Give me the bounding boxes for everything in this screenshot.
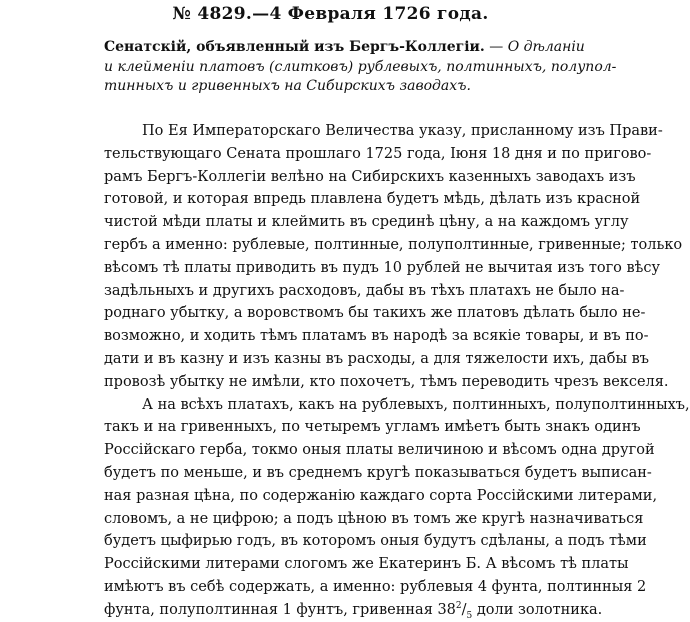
body-line: По Ея Императорскаго Величества указу, присланному изъ Прави- [142,123,663,139]
fraction-numerator: 2 [455,600,462,611]
summary-text-1: О дѣланiи [507,39,585,55]
last-line-prefix: фунта, полуполтинная 1 фунтъ, гривенная 38 [104,601,456,618]
body-line: будетъ цыфирью годъ, въ которомъ оныя будутъ сдѣланы, а подъ тѣми [104,533,647,550]
body-last-line: фунта, полуполтинная 1 фунтъ, гривенная $38^2/_5$ доли золотника. [104,600,603,621]
body-line: вѣсомъ тѣ платы приводить въ пудъ 10 рублей не вычитая изъ того вѣсу [104,259,661,276]
body-line: готовой, и которая впредь плавлена будетъ мѣдь, дѣлать изъ красной [104,191,641,208]
body-line: возможно, и ходить тѣмъ платамъ въ народѣ за всякiе товары, и въ по- [104,328,649,345]
summary-line-2 [104,58,624,78]
body-line: чистой мѣди платы и клеймить въ срединѣ цѣну, а на каждомъ углу [104,214,629,231]
body-line: словомъ, а не цифрою; а подъ цѣною въ томъ же кругѣ назначиваться [104,510,644,527]
body-line: Россiйскими литерами слогомъ же Екатеринъ Б. А вѣсомъ тѣ платы [104,556,629,573]
decree-body [104,120,690,622]
summary-line-1 [104,38,624,58]
body-line: ная разная цѣна, по содержанiю каждаго сорта Россiйскими литерами, [104,487,658,504]
body-line: такъ и на гривенныхъ, по четыремъ угламъ имѣетъ быть знакъ одинъ [104,419,641,436]
body-line: тельствующаго Сената прошлаго 1725 года, Iюня 18 дня и по пригово- [104,145,652,162]
summary-text-3: тинныхъ и гривенныхъ на Сибирскихъ заводахъ. [104,78,471,94]
summary-dash: — [484,39,508,55]
body-line: гербъ а именно: рублевые, полтинные, полуполтинные, гривенные; только [104,236,683,253]
body-line: роднаго убытку, а воровствомъ бы такихъ же платовъ дѣлать было не- [104,305,646,322]
decree-number-heading: № 4829.—4 Февраля 1726 года. [172,4,489,24]
body-line: задѣльныхъ и другихъ расходовъ, дабы въ тѣхъ платахъ не было на- [104,282,625,299]
summary-line-3 [104,77,624,97]
decree-summary [104,38,624,97]
body-line: будетъ по меньше, и въ среднемъ кругѣ показываться будетъ выписан- [104,464,652,481]
body-line: дати и въ казну и изъ казны въ расходы, а для тяжелости ихъ, дабы въ [104,350,650,367]
body-line: Россiйскаго герба, токмо оныя платы величиною и вѣсомъ одна другой [104,442,655,459]
body-line: имѣютъ въ себѣ содержать, а именно: рублевыя 4 фунта, полтинныя 2 [104,578,647,595]
summary-title: Сенатскiй, объявленный изъ Бергъ-Коллегiи. [104,39,485,55]
body-line: А на всѣхъ платахъ, какъ на рублевыхъ, полтинныхъ, полуполтинныхъ, [142,396,690,413]
body-line: рамъ Бергъ-Коллегiи велѣно на Сибирскихъ казенныхъ заводахъ изъ [104,168,636,185]
last-line-suffix: доли золотника. [472,601,603,618]
body-line: провозѣ убытку не имѣли, кто похочетъ, тѣмъ переводить чрезъ векселя. [104,373,669,390]
fraction-denominator: 5 [466,610,473,621]
summary-text-2: и клейменiи платовъ (слитковъ) рублевыхъ, полтинныхъ, полупол- [104,58,617,75]
